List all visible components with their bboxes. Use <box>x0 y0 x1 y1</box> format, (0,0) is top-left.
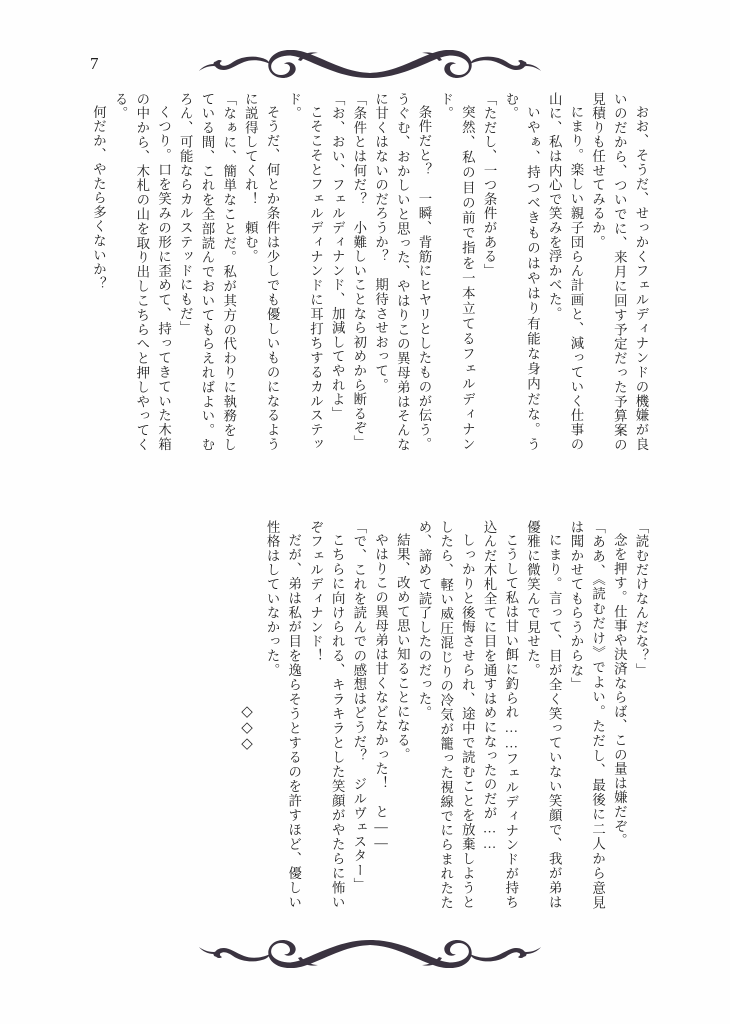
text-block-lower <box>92 520 652 910</box>
paragraph: そうだ、何とか条件は少しでも優しいものになるように説得してくれ！ 頼む。 <box>243 92 281 452</box>
paragraph: おお、そうだ、せっかくフェルディナンドの機嫌が良いのだから、ついでに、来月に回す予定だった予算案の見積りも任せてみるか。 <box>590 92 649 452</box>
paragraph: 「なぁに、簡単なことだ。私が其方の代わりに執務をしている間、これを全部読んでおいてもらえればよい。むろん、可能ならカルステッドにもだ」 <box>178 92 237 452</box>
paragraph: いやぁ、持つべきものはやはり有能な身内だな。うむ。 <box>503 92 541 452</box>
diamond-icon: ◇ <box>241 704 253 720</box>
paragraph: 結果、改めて思い知ることになる。 <box>395 533 411 763</box>
text-block-upper <box>92 92 652 452</box>
paragraph: やはりこの異母弟は甘くなどなかった！ と—— <box>373 533 389 852</box>
diamond-icon: ◇ <box>241 736 253 752</box>
paragraph: しっかりと後悔させられ、途中で読むことを放棄しようとしたら、軽い威圧混じりの冷気が籠った視線でにらまれたため、諦めて読了したのだった。 <box>416 520 476 910</box>
paragraph: 「で、これを読んでの感想はどうだ？ ジルヴェスター」 <box>351 520 367 892</box>
scene-break-diamonds <box>232 705 262 752</box>
flourish-divider-bottom-icon <box>130 934 610 968</box>
paragraph: だが、弟は私が目を逸らそうとするのを許すほど、優しい性格はしていなかった。 <box>265 520 302 910</box>
diamond-icon: ◇ <box>241 720 253 736</box>
paragraph: 念を押す。仕事や決済ならば、この量は嫌だぞ。 <box>612 533 628 848</box>
flourish-divider-top-icon <box>130 50 610 84</box>
paragraph: 「ただし、一つ条件がある」 <box>482 92 498 278</box>
paragraph: 「読むだけなんだな？」 <box>634 520 649 678</box>
paragraph: 「条件とは何だ？ 小難しいことなら初めから断るぞ」 <box>351 92 367 450</box>
paragraph: こちらに向けられる、キラキラとした笑顔がやたらに怖いぞフェルディナンド！ <box>308 520 346 910</box>
page-number: 7 <box>90 54 99 73</box>
paragraph: こそこそとフェルディナンドに耳打ちするカルステッド。 <box>286 92 324 452</box>
paragraph: 「ああ、《読むだけ》でよい。ただし、最後に二人から意見は聞かせてもらうからな」 <box>568 520 606 910</box>
paragraph: 突然、私の目の前で指を一本立てるフェルディナンド。 <box>438 92 476 452</box>
paragraph: 何だか、やたら多くないか？ <box>91 105 107 292</box>
paragraph: 条件だと？ 一瞬、背筋にヒヤリとしたものが伝う。うぐむ、おかしいと思った、やはりこの異母弟はそんなに甘くはないのだろうか？ 期待させおって。 <box>373 92 432 452</box>
paragraph: こうして私は甘い餌に釣られ……フェルディナンドが持ち込んだ木札全てに目を通すはめになったのだが…… <box>482 520 519 910</box>
paragraph: にまり。楽しい親子団らん計画と、減っていく仕事の山に、私は内心で笑みを浮かべた。 <box>547 92 584 452</box>
paragraph: にまり。言って、目が全く笑っていない笑顔で、我が弟は優雅に微笑んで見せた。 <box>525 520 563 910</box>
paragraph: くつり。口を笑みの形に歪めて、持ってきていた木箱の中から、木札の山を取り出しこちらへと押しやってくる。 <box>113 92 172 452</box>
paragraph: 「お、おい、フェルディナンド、加減してやれよ」 <box>330 92 346 421</box>
